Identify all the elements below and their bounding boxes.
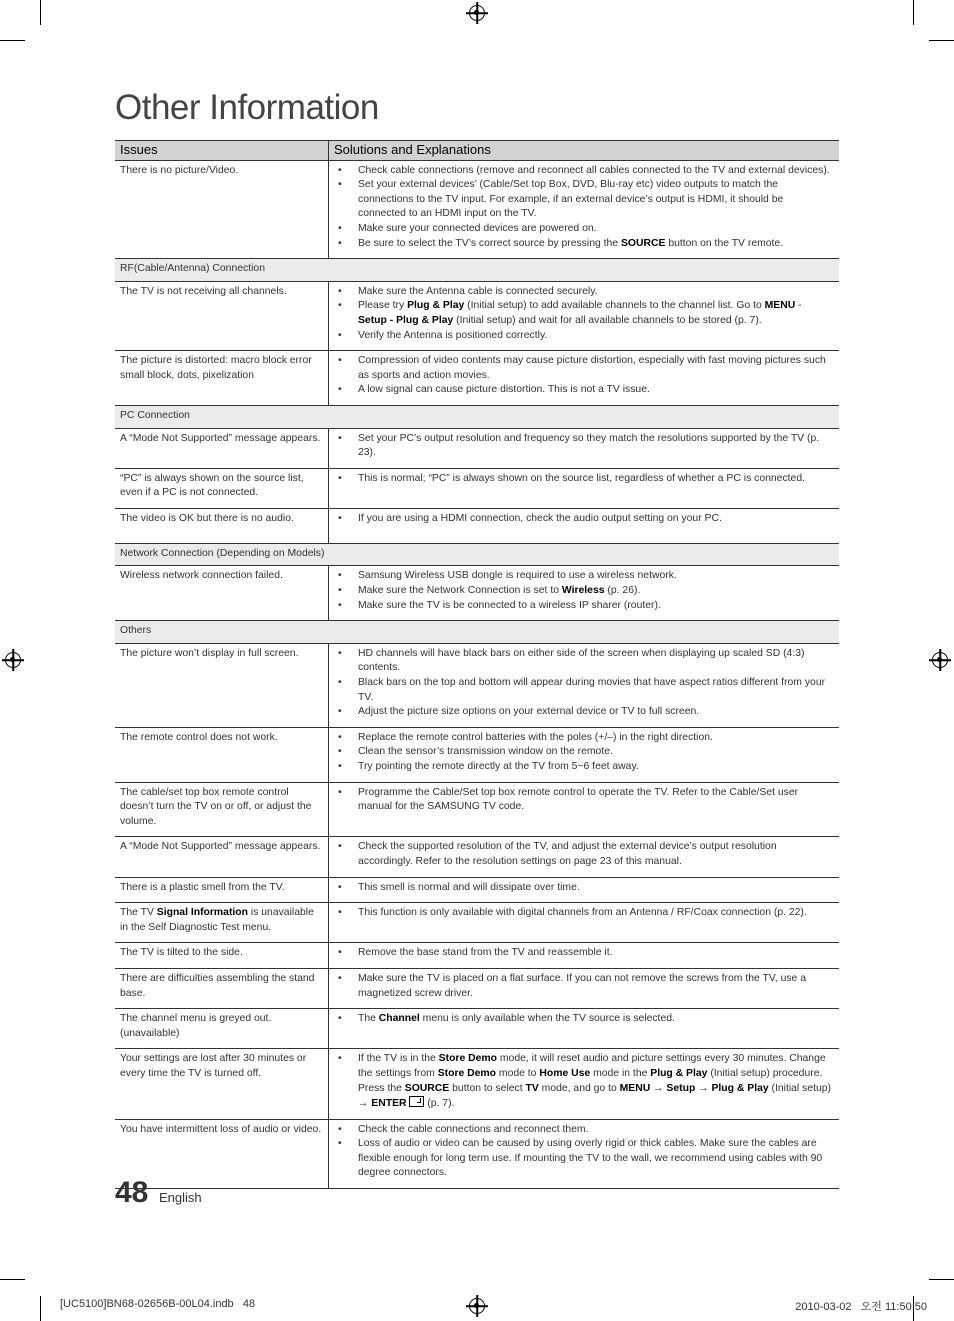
solution-cell [329, 643, 840, 727]
solution-bullet: • Check cable connections (remove and reconnect all cables connected to the TV and external devices). [334, 164, 833, 179]
solution-bullet: • If the TV is in the Store Demo mode, it will reset audio and picture settings every 30 minutes. Change the settings from Store Demo mode to Home Use mode in the Plug & Play (Initial setup) procedure. Press the SOURCE button to select TV mode, and go to MENU → Setup → Plug & Play (Initial setup) → ENTER (p. 7). [334, 1052, 833, 1111]
registration-mark-icon [932, 652, 948, 668]
solution-bullet: • HD channels will have black bars on either side of the screen when displaying up scaled SD (4:3) contents. [334, 647, 833, 676]
table-row [115, 903, 839, 943]
table-row [115, 160, 839, 259]
page-number: 48 [115, 1176, 149, 1209]
print-timestamp: 2010-03-02 오전 11:50:50 [795, 1301, 927, 1313]
solution-bullet: • Make sure the Antenna cable is connected securely. [334, 285, 833, 300]
crop-mark [40, 0, 41, 25]
solution-bullet: • Adjust the picture size options on your external device or TV to full screen. [334, 705, 833, 720]
solution-cell [329, 903, 840, 943]
page-title: Other Information [115, 88, 379, 127]
crop-mark [0, 1279, 25, 1280]
solution-bullet: • Set your external devices’ (Cable/Set top Box, DVD, Blu-ray etc) video outputs to match the connections to the TV input. For example, if an external device’s output is HDMI, it should be connected to an HDMI input on the TV. [334, 178, 833, 222]
solution-bullet: • Samsung Wireless USB dongle is required to use a wireless network. [334, 569, 833, 584]
solution-bullet: • Try pointing the remote directly at the TV from 5~6 feet away. [334, 760, 833, 775]
troubleshooting-table [115, 140, 839, 1189]
solution-bullet: • Make sure the TV is placed on a flat surface. If you can not remove the screws from the TV, use a magnetized screw driver. [334, 972, 833, 1001]
solution-cell [329, 943, 840, 969]
issue-cell: Wireless network connection failed. [115, 566, 329, 621]
enter-icon [409, 1096, 424, 1107]
issue-cell: The TV is tilted to the side. [115, 943, 329, 969]
language-label: English [159, 1190, 202, 1205]
issue-cell: The picture won’t display in full screen. [115, 643, 329, 727]
issue-cell: There is a plastic smell from the TV. [115, 877, 329, 903]
section-header: RF(Cable/Antenna) Connection [115, 259, 839, 282]
solution-bullet: • Remove the base stand from the TV and reassemble it. [334, 946, 833, 961]
solution-bullet: • Programme the Cable/Set top box remote control to operate the TV. Refer to the Cable/Set user manual for the SAMSUNG TV code. [334, 786, 833, 815]
issue-cell: “PC” is always shown on the source list, even if a PC is not connected. [115, 468, 329, 508]
solution-cell [329, 727, 840, 782]
issue-cell: A “Mode Not Supported” message appears. [115, 428, 329, 468]
solution-bullet: • Verify the Antenna is positioned correctly. [334, 329, 833, 344]
table-row [115, 943, 839, 969]
table-row [115, 351, 839, 406]
crop-mark [929, 40, 954, 41]
table-row [115, 782, 839, 837]
solution-bullet: • Loss of audio or video can be caused by using overly rigid or thick cables. Make sure the cables are flexible enough for long term use. If mounting the TV to the wall, we recommend using cables with 90 degree connectors. [334, 1137, 833, 1181]
solution-bullet: • Black bars on the top and bottom will appear during movies that have aspect ratios different from your TV. [334, 676, 833, 705]
solution-cell [329, 877, 840, 903]
solution-bullet: • The Channel menu is only available when the TV source is selected. [334, 1012, 833, 1027]
table-row [115, 468, 839, 508]
section-header: PC Connection [115, 405, 839, 428]
solution-bullet: • Set your PC’s output resolution and frequency so they match the resolutions supported by the TV (p. 23). [334, 432, 833, 461]
solution-bullet: • Be sure to select the TV’s correct source by pressing the SOURCE button on the TV remote. [334, 237, 833, 252]
solution-cell [329, 508, 840, 543]
solution-bullet: • If you are using a HDMI connection, check the audio output setting on your PC. [334, 512, 833, 527]
table-row [115, 877, 839, 903]
issue-cell: The remote control does not work. [115, 727, 329, 782]
table-header [115, 141, 839, 161]
solution-bullet: • Check the cable connections and reconnect them. [334, 1123, 833, 1138]
solution-cell [329, 160, 840, 259]
table-row [115, 1049, 839, 1119]
header-solutions: Solutions and Explanations [329, 141, 840, 161]
solution-bullet: • Please try Plug & Play (Initial setup) to add available channels to the channel list. Go to MENU - Setup - Plug & Play (Initial setup) and wait for all available channels to be stored (p. 7). [334, 299, 833, 328]
issue-cell: The TV is not receiving all channels. [115, 281, 329, 350]
solution-cell [329, 968, 840, 1008]
solution-bullet: • Make sure your connected devices are powered on. [334, 222, 833, 237]
table-row [115, 837, 839, 877]
solution-cell [329, 428, 840, 468]
print-file-info: [UC5100]BN68-02656B-00L04.indb 48 [60, 1298, 256, 1310]
table-row [115, 1119, 839, 1188]
table-row [115, 508, 839, 543]
solution-bullet: • Replace the remote control batteries with the poles (+/–) in the right direction. [334, 731, 833, 746]
solution-cell [329, 837, 840, 877]
issue-cell: There are difficulties assembling the stand base. [115, 968, 329, 1008]
crop-mark [40, 1296, 41, 1321]
solution-cell [329, 566, 840, 621]
table-row [115, 281, 839, 350]
section-header: Network Connection (Depending on Models) [115, 543, 839, 566]
registration-mark-icon [5, 652, 21, 668]
solution-bullet: • This smell is normal and will dissipate over time. [334, 881, 833, 896]
issue-cell: There is no picture/Video. [115, 160, 329, 259]
solution-cell [329, 281, 840, 350]
table-row [115, 727, 839, 782]
table-row [115, 428, 839, 468]
issue-cell: The picture is distorted: macro block error small block, dots, pixelization [115, 351, 329, 406]
issue-cell: The cable/set top box remote control doesn’t turn the TV on or off, or adjust the volume. [115, 782, 329, 837]
header-issues: Issues [115, 141, 329, 161]
table-row [115, 566, 839, 621]
solution-bullet: • Clean the sensor’s transmission window on the remote. [334, 745, 833, 760]
registration-mark-icon [469, 5, 485, 21]
solution-bullet: • Compression of video contents may cause picture distortion, especially with fast moving pictures such as sports and action movies. [334, 354, 833, 383]
table-row [115, 643, 839, 727]
issue-cell: The video is OK but there is no audio. [115, 508, 329, 543]
registration-mark-icon [469, 1298, 485, 1314]
solution-bullet: • This is normal; “PC” is always shown on the source list, regardless of whether a PC is connected. [334, 472, 833, 487]
solution-cell [329, 351, 840, 406]
table-row [115, 968, 839, 1008]
solution-bullet: • A low signal can cause picture distortion. This is not a TV issue. [334, 383, 833, 398]
solution-cell [329, 1119, 840, 1188]
solution-cell [329, 1049, 840, 1119]
solution-cell [329, 1009, 840, 1049]
solution-cell [329, 782, 840, 837]
issue-cell: A “Mode Not Supported” message appears. [115, 837, 329, 877]
solution-bullet: • Check the supported resolution of the TV, and adjust the external device’s output resolution accordingly. Refer to the resolution settings on page 23 of this manual. [334, 840, 833, 869]
table-row [115, 1009, 839, 1049]
crop-mark [929, 1279, 954, 1280]
solution-bullet: • Make sure the Network Connection is set to Wireless (p. 26). [334, 584, 833, 599]
crop-mark [913, 0, 914, 25]
issue-cell: You have intermittent loss of audio or video. [115, 1119, 329, 1188]
solution-cell [329, 468, 840, 508]
issue-cell: The channel menu is greyed out. (unavailable) [115, 1009, 329, 1049]
issue-cell: The TV Signal Information is unavailable in the Self Diagnostic Test menu. [115, 903, 329, 943]
issue-cell: Your settings are lost after 30 minutes or every time the TV is turned off. [115, 1049, 329, 1119]
solution-bullet: • This function is only available with digital channels from an Antenna / RF/Coax connection (p. 22). [334, 906, 833, 921]
solution-bullet: • Make sure the TV is be connected to a wireless IP sharer (router). [334, 599, 833, 614]
section-header: Others [115, 621, 839, 644]
crop-mark [0, 40, 25, 41]
